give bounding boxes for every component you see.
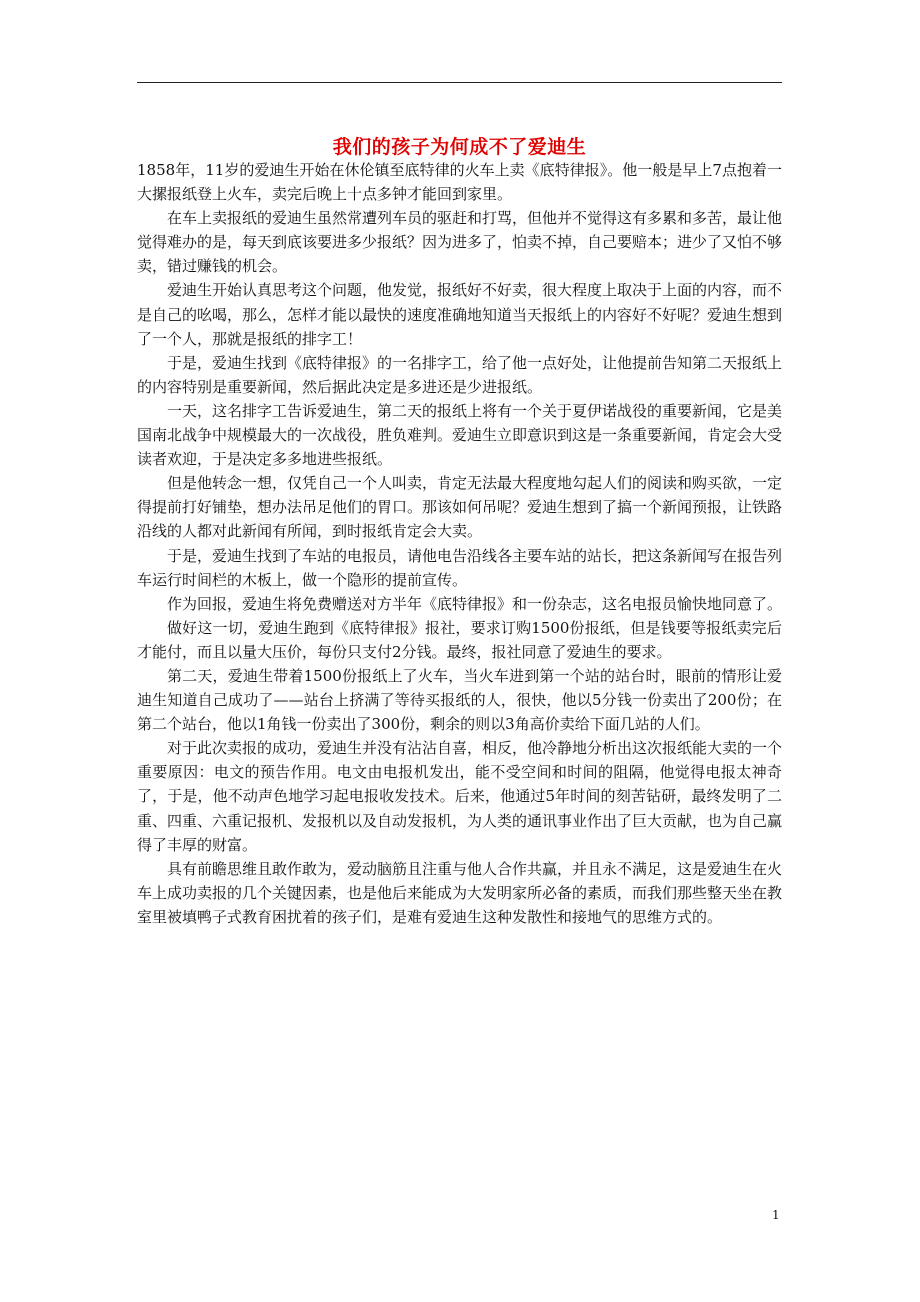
header-rule (137, 82, 782, 83)
article-body (137, 158, 782, 929)
paragraph-2: 在车上卖报纸的爱迪生虽然常遭列车员的驱赶和打骂，但他并不觉得这有多累和多苦，最让他觉得难办的是，每天到底该要进多少报纸？因为进多了，怕卖不掉，自己要赔本；进少了又怕不够卖，错过赚钱的机会。 (137, 209, 783, 276)
paragraph-4: 于是，爱迪生找到《底特律报》的一名排字工，给了他一点好处，让他提前告知第二天报纸上的内容特别是重要新闻，然后据此决定是多进还是少进报纸。 (137, 353, 783, 396)
paragraph-6: 但是他转念一想，仅凭自己一个人叫卖，肯定无法最大程度地勾起人们的阅读和购买欲，一定得提前打好铺垫，想办法吊足他们的胃口。那该如何吊呢？爱迪生想到了搞一个新闻预报，让铁路沿线的人都对此新闻有所闻，到时报纸肯定会大卖。 (137, 474, 783, 541)
paragraph-9: 做好这一切，爱迪生跑到《底特律报》报社，要求订购1500份报纸，但是钱要等报纸卖完后才能付，而且以量大压价，每份只支付2分钱。最终，报社同意了爱迪生的要求。 (137, 618, 782, 661)
paragraph-11: 对于此次卖报的成功，爱迪生并没有沾沾自喜，相反，他冷静地分析出这次报纸能大卖的一个重要原因：电文的预告作用。电文由电报机发出，能不受空间和时间的阻隔，他觉得电报太神奇了，于是，他不动声色地学习起电报收发技术。后来，他通过5年时间的刻苦钻研，最终发明了二重、四重、六重记报机、发报机以及自动发报机，为人类的通讯事业作出了巨大贡献，也为自己赢得了丰厚的财富。 (137, 739, 783, 854)
page-number: 1 (772, 1208, 780, 1222)
paragraph-3: 爱迪生开始认真思考这个问题，他发觉，报纸好不好卖，很大程度上取决于上面的内容，而不是自己的吆喝，那么，怎样才能以最快的速度准确地知道当天报纸上的内容好不好呢？爱迪生想到了一个人，那就是报纸的排字工！ (137, 281, 783, 348)
paragraph-8: 作为回报，爱迪生将免费赠送对方半年《底特律报》和一份杂志，这名电报员愉快地同意了。 (167, 594, 783, 613)
document-title: 我们的孩子为何成不了爱迪生 (332, 135, 587, 158)
paragraph-10: 第二天，爱迪生带着1500份报纸上了火车，当火车进到第一个站的站台时，眼前的情形让爱迪生知道自己成功了——站台上挤满了等待买报纸的人，很快，他以5分钱一份卖出了200份；在第二个站台，他以1角钱一份卖出了300份，剩余的则以3角高价卖给下面几站的人们。 (137, 666, 782, 734)
paragraph-12: 具有前瞻思维且敢作敢为，爱动脑筋且注重与他人合作共赢，并且永不满足，这是爱迪生在火车上成功卖报的几个关键因素，也是他后来能成为大发明家所必备的素质，而我们那些整天坐在教室里被填鸭子式教育困扰着的孩子们，是难有爱迪生这种发散性和接地气的思维方式的。 (137, 859, 783, 926)
paragraph-5: 一天，这名排字工告诉爱迪生，第二天的报纸上将有一个关于夏伊诺战役的重要新闻，它是美国南北战争中规模最大的一次战役，胜负难判。爱迪生立即意识到这是一条重要新闻，肯定会大受读者欢迎，于是决定多多地进些报纸。 (137, 401, 783, 469)
paragraph-1: 1858年，11岁的爱迪生开始在休伦镇至底特律的火车上卖《底特律报》。他一般是早上7点抱着一大摞报纸登上火车，卖完后晚上十点多钟才能回到家里。 (137, 161, 782, 204)
paragraph-7: 于是，爱迪生找到了车站的电报员，请他电告沿线各主要车站的站长，把这条新闻写在报告列车运行时间栏的木板上，做一个隐形的提前宣传。 (137, 546, 783, 589)
